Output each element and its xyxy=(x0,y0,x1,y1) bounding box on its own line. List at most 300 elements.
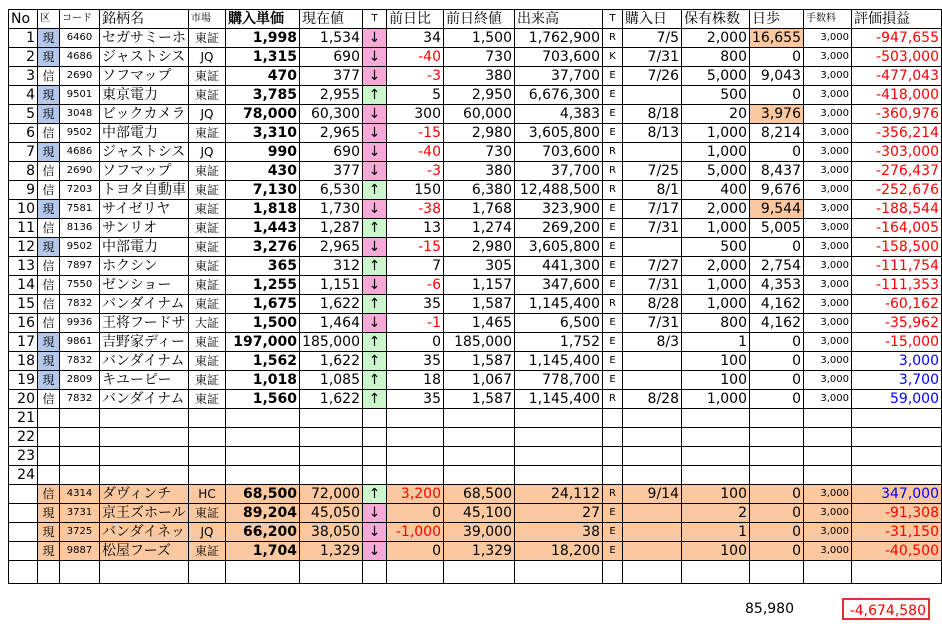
empty-cell[interactable] xyxy=(444,409,515,428)
change-cell[interactable]: 35 xyxy=(387,390,444,409)
empty-cell[interactable] xyxy=(603,466,623,485)
empty-cell[interactable] xyxy=(750,428,804,447)
prev-close-cell[interactable]: 1,067 xyxy=(444,371,515,390)
row-number[interactable]: 18 xyxy=(9,352,38,371)
prev-close-cell[interactable]: 2,980 xyxy=(444,124,515,143)
market-cell[interactable]: 東証 xyxy=(189,238,226,257)
fee-cell[interactable]: 3,000 xyxy=(804,371,852,390)
daily-interest-cell[interactable]: 0 xyxy=(750,504,804,523)
purchase-price-cell[interactable]: 3,276 xyxy=(226,238,300,257)
volume-cell[interactable]: 1,145,400 xyxy=(515,352,603,371)
purchase-price-cell[interactable]: 197,000 xyxy=(226,333,300,352)
profit-loss-cell[interactable]: -947,655 xyxy=(852,29,942,48)
empty-cell[interactable] xyxy=(226,561,300,584)
stock-name-cell[interactable]: ソフマップ xyxy=(100,162,189,181)
shares-cell[interactable]: 1,000 xyxy=(682,124,750,143)
purchase-price-cell[interactable]: 430 xyxy=(226,162,300,181)
stock-name-cell[interactable]: バンダイナム xyxy=(100,390,189,409)
prev-close-cell[interactable]: 380 xyxy=(444,67,515,86)
stock-name-cell[interactable]: バンダイナム xyxy=(100,352,189,371)
fee-cell[interactable]: 3,000 xyxy=(804,257,852,276)
row-number[interactable]: 20 xyxy=(9,390,38,409)
volume-cell[interactable]: 24,112 xyxy=(515,485,603,504)
empty-cell[interactable] xyxy=(515,466,603,485)
type-cell[interactable]: E xyxy=(603,67,623,86)
account-type-cell[interactable]: 信 xyxy=(38,276,60,295)
stock-code-cell[interactable]: 4686 xyxy=(60,48,100,67)
header-cell[interactable]: 日歩 xyxy=(750,10,804,29)
daily-interest-cell[interactable]: 0 xyxy=(750,371,804,390)
daily-interest-cell[interactable]: 9,043 xyxy=(750,67,804,86)
daily-interest-cell[interactable]: 0 xyxy=(750,333,804,352)
account-type-cell[interactable]: 信 xyxy=(38,181,60,200)
account-type-cell[interactable]: 現 xyxy=(38,352,60,371)
type-cell[interactable]: E xyxy=(603,257,623,276)
header-cell[interactable]: コード xyxy=(60,10,100,29)
market-cell[interactable]: 東証 xyxy=(189,181,226,200)
volume-cell[interactable]: 6,676,300 xyxy=(515,86,603,105)
profit-loss-cell[interactable]: -418,000 xyxy=(852,86,942,105)
purchase-date-cell[interactable]: 8/1 xyxy=(623,181,682,200)
row-number[interactable]: 14 xyxy=(9,276,38,295)
account-type-cell[interactable]: 現 xyxy=(38,143,60,162)
empty-cell[interactable] xyxy=(189,428,226,447)
profit-loss-cell[interactable]: -111,353 xyxy=(852,276,942,295)
empty-cell[interactable] xyxy=(444,466,515,485)
purchase-date-cell[interactable] xyxy=(623,371,682,390)
purchase-price-cell[interactable]: 1,443 xyxy=(226,219,300,238)
prev-close-cell[interactable]: 730 xyxy=(444,143,515,162)
empty-cell[interactable] xyxy=(515,409,603,428)
daily-interest-cell[interactable]: 4,162 xyxy=(750,295,804,314)
daily-interest-cell[interactable]: 3,976 xyxy=(750,105,804,124)
profit-loss-cell[interactable]: -15,000 xyxy=(852,333,942,352)
profit-loss-cell[interactable]: -188,544 xyxy=(852,200,942,219)
row-number[interactable]: 16 xyxy=(9,314,38,333)
current-price-cell[interactable]: 38,050 xyxy=(300,523,363,542)
daily-interest-cell[interactable]: 0 xyxy=(750,542,804,561)
change-cell[interactable]: 150 xyxy=(387,181,444,200)
shares-cell[interactable]: 1,000 xyxy=(682,219,750,238)
stock-code-cell[interactable]: 2690 xyxy=(60,67,100,86)
row-number[interactable]: 24 xyxy=(9,466,38,485)
stock-name-cell[interactable]: ゼンショー xyxy=(100,276,189,295)
profit-loss-cell[interactable]: -60,162 xyxy=(852,295,942,314)
empty-cell[interactable] xyxy=(682,447,750,466)
down-arrow-icon[interactable]: ↓ xyxy=(363,48,387,67)
empty-cell[interactable] xyxy=(100,409,189,428)
empty-cell[interactable] xyxy=(387,447,444,466)
stock-name-cell[interactable]: トヨタ自動車 xyxy=(100,181,189,200)
purchase-date-cell[interactable]: 8/18 xyxy=(623,105,682,124)
stock-code-cell[interactable]: 7832 xyxy=(60,352,100,371)
volume-cell[interactable]: 703,600 xyxy=(515,48,603,67)
fee-cell[interactable]: 3,000 xyxy=(804,485,852,504)
account-type-cell[interactable]: 現 xyxy=(38,523,60,542)
account-type-cell[interactable]: 信 xyxy=(38,390,60,409)
purchase-price-cell[interactable]: 78,000 xyxy=(226,105,300,124)
type-cell[interactable]: E xyxy=(603,238,623,257)
row-number[interactable]: 10 xyxy=(9,200,38,219)
empty-cell[interactable] xyxy=(444,428,515,447)
change-cell[interactable]: 7 xyxy=(387,257,444,276)
empty-cell[interactable] xyxy=(100,428,189,447)
type-cell[interactable]: R xyxy=(603,143,623,162)
row-number[interactable] xyxy=(9,485,38,504)
account-type-cell[interactable]: 信 xyxy=(38,314,60,333)
stock-code-cell[interactable]: 3725 xyxy=(60,523,100,542)
row-number[interactable]: 7 xyxy=(9,143,38,162)
header-cell[interactable]: 銘柄名 xyxy=(100,10,189,29)
volume-cell[interactable]: 4,383 xyxy=(515,105,603,124)
type-cell[interactable]: R xyxy=(603,485,623,504)
shares-cell[interactable]: 500 xyxy=(682,86,750,105)
shares-cell[interactable]: 100 xyxy=(682,371,750,390)
change-cell[interactable]: -15 xyxy=(387,124,444,143)
empty-cell[interactable] xyxy=(852,447,942,466)
volume-cell[interactable]: 1,762,900 xyxy=(515,29,603,48)
empty-cell[interactable] xyxy=(852,561,942,584)
row-number[interactable]: 12 xyxy=(9,238,38,257)
daily-interest-cell[interactable]: 0 xyxy=(750,523,804,542)
change-cell[interactable]: 300 xyxy=(387,105,444,124)
profit-loss-cell[interactable]: -503,000 xyxy=(852,48,942,67)
current-price-cell[interactable]: 312 xyxy=(300,257,363,276)
stock-code-cell[interactable]: 7897 xyxy=(60,257,100,276)
volume-cell[interactable]: 37,700 xyxy=(515,162,603,181)
up-arrow-icon[interactable]: ↑ xyxy=(363,371,387,390)
down-arrow-icon[interactable]: ↓ xyxy=(363,105,387,124)
empty-cell[interactable] xyxy=(444,447,515,466)
type-cell[interactable]: E xyxy=(603,542,623,561)
stock-name-cell[interactable]: 京王ズホール xyxy=(100,504,189,523)
daily-interest-cell[interactable]: 0 xyxy=(750,143,804,162)
header-cell[interactable]: 前日終値 xyxy=(444,10,515,29)
purchase-price-cell[interactable]: 1,018 xyxy=(226,371,300,390)
empty-cell[interactable] xyxy=(9,561,38,584)
purchase-date-cell[interactable] xyxy=(623,504,682,523)
volume-cell[interactable]: 347,600 xyxy=(515,276,603,295)
volume-cell[interactable]: 3,605,800 xyxy=(515,124,603,143)
profit-loss-cell[interactable]: -276,437 xyxy=(852,162,942,181)
purchase-date-cell[interactable]: 7/31 xyxy=(623,276,682,295)
prev-close-cell[interactable]: 380 xyxy=(444,162,515,181)
stock-code-cell[interactable]: 3731 xyxy=(60,504,100,523)
purchase-price-cell[interactable]: 68,500 xyxy=(226,485,300,504)
purchase-price-cell[interactable]: 66,200 xyxy=(226,523,300,542)
market-cell[interactable]: 東証 xyxy=(189,200,226,219)
volume-cell[interactable]: 269,200 xyxy=(515,219,603,238)
market-cell[interactable]: JQ xyxy=(189,48,226,67)
stock-name-cell[interactable]: バンダイナム xyxy=(100,295,189,314)
prev-close-cell[interactable]: 45,100 xyxy=(444,504,515,523)
account-type-cell[interactable]: 現 xyxy=(38,238,60,257)
empty-cell[interactable] xyxy=(38,409,60,428)
daily-interest-cell[interactable]: 8,214 xyxy=(750,124,804,143)
empty-cell[interactable] xyxy=(444,561,515,584)
stock-name-cell[interactable]: 中部電力 xyxy=(100,238,189,257)
purchase-price-cell[interactable]: 1,255 xyxy=(226,276,300,295)
profit-loss-cell[interactable]: 3,000 xyxy=(852,352,942,371)
volume-cell[interactable]: 38 xyxy=(515,523,603,542)
purchase-date-cell[interactable] xyxy=(623,542,682,561)
account-type-cell[interactable]: 現 xyxy=(38,333,60,352)
stock-name-cell[interactable]: 吉野家ディー xyxy=(100,333,189,352)
stock-name-cell[interactable]: 中部電力 xyxy=(100,124,189,143)
empty-cell[interactable] xyxy=(804,428,852,447)
stock-code-cell[interactable]: 2809 xyxy=(60,371,100,390)
shares-cell[interactable]: 2,000 xyxy=(682,29,750,48)
type-cell[interactable]: R xyxy=(603,162,623,181)
market-cell[interactable]: 東証 xyxy=(189,257,226,276)
daily-interest-cell[interactable]: 0 xyxy=(750,48,804,67)
purchase-price-cell[interactable]: 1,500 xyxy=(226,314,300,333)
purchase-price-cell[interactable]: 1,704 xyxy=(226,542,300,561)
change-cell[interactable]: -1,000 xyxy=(387,523,444,542)
stock-code-cell[interactable]: 9502 xyxy=(60,124,100,143)
row-number[interactable]: 21 xyxy=(9,409,38,428)
daily-interest-cell[interactable]: 0 xyxy=(750,86,804,105)
stock-name-cell[interactable]: ビックカメラ xyxy=(100,105,189,124)
row-number[interactable]: 11 xyxy=(9,219,38,238)
stock-code-cell[interactable]: 4314 xyxy=(60,485,100,504)
change-cell[interactable]: -3 xyxy=(387,67,444,86)
current-price-cell[interactable]: 1,534 xyxy=(300,29,363,48)
purchase-price-cell[interactable]: 3,310 xyxy=(226,124,300,143)
empty-cell[interactable] xyxy=(682,428,750,447)
current-price-cell[interactable]: 2,955 xyxy=(300,86,363,105)
empty-cell[interactable] xyxy=(226,447,300,466)
shares-cell[interactable]: 20 xyxy=(682,105,750,124)
empty-cell[interactable] xyxy=(300,466,363,485)
empty-cell[interactable] xyxy=(189,561,226,584)
up-arrow-icon[interactable]: ↑ xyxy=(363,333,387,352)
profit-loss-cell[interactable]: -252,676 xyxy=(852,181,942,200)
profit-loss-cell[interactable]: 59,000 xyxy=(852,390,942,409)
empty-cell[interactable] xyxy=(682,561,750,584)
stock-name-cell[interactable]: ソフマップ xyxy=(100,67,189,86)
fee-cell[interactable]: 3,000 xyxy=(804,181,852,200)
empty-cell[interactable] xyxy=(682,409,750,428)
empty-cell[interactable] xyxy=(38,447,60,466)
prev-close-cell[interactable]: 1,274 xyxy=(444,219,515,238)
row-number[interactable]: 5 xyxy=(9,105,38,124)
shares-cell[interactable]: 1,000 xyxy=(682,295,750,314)
type-cell[interactable]: K xyxy=(603,48,623,67)
row-number[interactable]: 15 xyxy=(9,295,38,314)
fee-cell[interactable]: 3,000 xyxy=(804,67,852,86)
empty-cell[interactable] xyxy=(623,447,682,466)
current-price-cell[interactable]: 1,287 xyxy=(300,219,363,238)
account-type-cell[interactable]: 信 xyxy=(38,124,60,143)
up-arrow-icon[interactable]: ↑ xyxy=(363,352,387,371)
account-type-cell[interactable]: 現 xyxy=(38,48,60,67)
volume-cell[interactable]: 12,488,500 xyxy=(515,181,603,200)
fee-cell[interactable]: 3,000 xyxy=(804,219,852,238)
stock-code-cell[interactable]: 9501 xyxy=(60,86,100,105)
header-cell[interactable]: 現在値 xyxy=(300,10,363,29)
volume-cell[interactable]: 27 xyxy=(515,504,603,523)
account-type-cell[interactable]: 信 xyxy=(38,219,60,238)
empty-cell[interactable] xyxy=(363,447,387,466)
type-cell[interactable]: R xyxy=(603,295,623,314)
type-cell[interactable]: E xyxy=(603,333,623,352)
down-arrow-icon[interactable]: ↓ xyxy=(363,523,387,542)
daily-interest-cell[interactable]: 8,437 xyxy=(750,162,804,181)
change-cell[interactable]: 0 xyxy=(387,542,444,561)
current-price-cell[interactable]: 690 xyxy=(300,48,363,67)
shares-cell[interactable]: 2 xyxy=(682,504,750,523)
fee-cell[interactable]: 3,000 xyxy=(804,352,852,371)
type-cell[interactable]: E xyxy=(603,314,623,333)
pl-total-cell[interactable]: -4,674,580 xyxy=(842,598,930,620)
current-price-cell[interactable]: 1,151 xyxy=(300,276,363,295)
market-cell[interactable]: 東証 xyxy=(189,219,226,238)
profit-loss-cell[interactable]: -111,754 xyxy=(852,257,942,276)
prev-close-cell[interactable]: 185,000 xyxy=(444,333,515,352)
empty-cell[interactable] xyxy=(60,447,100,466)
up-arrow-icon[interactable]: ↑ xyxy=(363,485,387,504)
empty-cell[interactable] xyxy=(750,466,804,485)
row-number[interactable]: 19 xyxy=(9,371,38,390)
empty-cell[interactable] xyxy=(623,409,682,428)
down-arrow-icon[interactable]: ↓ xyxy=(363,238,387,257)
fee-cell[interactable]: 3,000 xyxy=(804,29,852,48)
current-price-cell[interactable]: 1,730 xyxy=(300,200,363,219)
row-number[interactable]: 6 xyxy=(9,124,38,143)
volume-cell[interactable]: 1,145,400 xyxy=(515,390,603,409)
type-cell[interactable]: E xyxy=(603,124,623,143)
empty-cell[interactable] xyxy=(750,561,804,584)
market-cell[interactable]: 東証 xyxy=(189,352,226,371)
current-price-cell[interactable]: 1,085 xyxy=(300,371,363,390)
empty-cell[interactable] xyxy=(750,409,804,428)
empty-cell[interactable] xyxy=(387,428,444,447)
stock-code-cell[interactable]: 7203 xyxy=(60,181,100,200)
stock-code-cell[interactable]: 2690 xyxy=(60,162,100,181)
stock-name-cell[interactable]: ホクシン xyxy=(100,257,189,276)
header-cell[interactable]: 区 xyxy=(38,10,60,29)
shares-cell[interactable]: 1,000 xyxy=(682,390,750,409)
up-arrow-icon[interactable]: ↑ xyxy=(363,257,387,276)
account-type-cell[interactable]: 信 xyxy=(38,295,60,314)
current-price-cell[interactable]: 45,050 xyxy=(300,504,363,523)
type-cell[interactable]: R xyxy=(603,181,623,200)
account-type-cell[interactable]: 現 xyxy=(38,371,60,390)
prev-close-cell[interactable]: 1,587 xyxy=(444,352,515,371)
stock-name-cell[interactable]: サンリオ xyxy=(100,219,189,238)
market-cell[interactable]: 東証 xyxy=(189,504,226,523)
profit-loss-cell[interactable]: 3,700 xyxy=(852,371,942,390)
type-cell[interactable]: E xyxy=(603,276,623,295)
prev-close-cell[interactable]: 60,000 xyxy=(444,105,515,124)
fee-cell[interactable]: 3,000 xyxy=(804,200,852,219)
prev-close-cell[interactable]: 1,768 xyxy=(444,200,515,219)
change-cell[interactable]: -1 xyxy=(387,314,444,333)
empty-cell[interactable] xyxy=(515,561,603,584)
market-cell[interactable]: HC xyxy=(189,485,226,504)
current-price-cell[interactable]: 1,622 xyxy=(300,352,363,371)
daily-interest-cell[interactable]: 9,676 xyxy=(750,181,804,200)
current-price-cell[interactable]: 185,000 xyxy=(300,333,363,352)
empty-cell[interactable] xyxy=(804,466,852,485)
daily-interest-cell[interactable]: 0 xyxy=(750,352,804,371)
current-price-cell[interactable]: 1,329 xyxy=(300,542,363,561)
header-cell[interactable]: 評価損益 xyxy=(852,10,942,29)
purchase-price-cell[interactable]: 1,315 xyxy=(226,48,300,67)
volume-cell[interactable]: 703,600 xyxy=(515,143,603,162)
empty-cell[interactable] xyxy=(603,409,623,428)
header-cell[interactable]: 市場 xyxy=(189,10,226,29)
fee-cell[interactable]: 3,000 xyxy=(804,390,852,409)
row-number[interactable]: 17 xyxy=(9,333,38,352)
profit-loss-cell[interactable]: -35,962 xyxy=(852,314,942,333)
empty-cell[interactable] xyxy=(189,409,226,428)
empty-cell[interactable] xyxy=(60,409,100,428)
current-price-cell[interactable]: 60,300 xyxy=(300,105,363,124)
row-number[interactable]: 22 xyxy=(9,428,38,447)
down-arrow-icon[interactable]: ↓ xyxy=(363,124,387,143)
empty-cell[interactable] xyxy=(100,561,189,584)
empty-cell[interactable] xyxy=(682,466,750,485)
prev-close-cell[interactable]: 1,157 xyxy=(444,276,515,295)
daily-interest-cell[interactable]: 4,353 xyxy=(750,276,804,295)
fee-cell[interactable]: 3,000 xyxy=(804,105,852,124)
stock-code-cell[interactable]: 7550 xyxy=(60,276,100,295)
header-cell[interactable]: 出来高 xyxy=(515,10,603,29)
volume-cell[interactable]: 3,605,800 xyxy=(515,238,603,257)
type-cell[interactable]: R xyxy=(603,390,623,409)
current-price-cell[interactable]: 690 xyxy=(300,143,363,162)
empty-cell[interactable] xyxy=(623,428,682,447)
account-type-cell[interactable]: 現 xyxy=(38,105,60,124)
purchase-date-cell[interactable]: 8/3 xyxy=(623,333,682,352)
change-cell[interactable]: -40 xyxy=(387,48,444,67)
volume-cell[interactable]: 441,300 xyxy=(515,257,603,276)
current-price-cell[interactable]: 72,000 xyxy=(300,485,363,504)
header-cell[interactable]: No xyxy=(9,10,38,29)
fee-cell[interactable]: 3,000 xyxy=(804,295,852,314)
empty-cell[interactable] xyxy=(363,409,387,428)
daily-interest-cell[interactable]: 0 xyxy=(750,390,804,409)
account-type-cell[interactable]: 現 xyxy=(38,542,60,561)
header-cell[interactable]: T xyxy=(363,10,387,29)
current-price-cell[interactable]: 377 xyxy=(300,162,363,181)
shares-cell[interactable]: 1,000 xyxy=(682,276,750,295)
profit-loss-cell[interactable]: -158,500 xyxy=(852,238,942,257)
stock-code-cell[interactable]: 7581 xyxy=(60,200,100,219)
stock-code-cell[interactable]: 9887 xyxy=(60,542,100,561)
fee-cell[interactable]: 3,000 xyxy=(804,48,852,67)
purchase-price-cell[interactable]: 1,818 xyxy=(226,200,300,219)
profit-loss-cell[interactable]: -31,150 xyxy=(852,523,942,542)
change-cell[interactable]: 35 xyxy=(387,352,444,371)
daily-interest-cell[interactable]: 5,005 xyxy=(750,219,804,238)
stock-name-cell[interactable]: キユーピー xyxy=(100,371,189,390)
profit-loss-cell[interactable]: -303,000 xyxy=(852,143,942,162)
down-arrow-icon[interactable]: ↓ xyxy=(363,162,387,181)
change-cell[interactable]: 34 xyxy=(387,29,444,48)
market-cell[interactable]: 東証 xyxy=(189,67,226,86)
fee-cell[interactable]: 3,000 xyxy=(804,86,852,105)
empty-cell[interactable] xyxy=(300,428,363,447)
stock-code-cell[interactable]: 3048 xyxy=(60,105,100,124)
stock-name-cell[interactable]: ジャストシス xyxy=(100,143,189,162)
row-number[interactable]: 1 xyxy=(9,29,38,48)
up-arrow-icon[interactable]: ↑ xyxy=(363,181,387,200)
stock-name-cell[interactable]: サイゼリヤ xyxy=(100,200,189,219)
prev-close-cell[interactable]: 1,587 xyxy=(444,295,515,314)
